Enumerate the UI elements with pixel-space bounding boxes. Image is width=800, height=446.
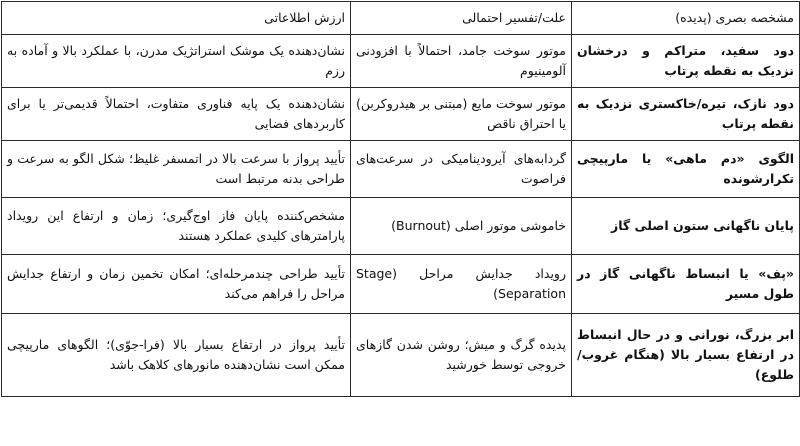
header-feature: مشخصه بصری (پدیده) — [572, 2, 800, 35]
table-row — [2, 255, 800, 314]
header-cause: علت/تفسیر احتمالی — [351, 2, 572, 35]
cell-cause: رویداد جدایش مراحل (Stage Separation) — [351, 255, 572, 314]
cell-value: تأیید طراحی چندمرحله‌ای؛ امکان تخمین زمان و ارتفاع جدایش مراحل را فراهم می‌کند — [2, 255, 351, 314]
cell-cause: گردابه‌های آیرودینامیکی در سرعت‌های فراصوت — [351, 141, 572, 198]
cell-cause: خاموشی موتور اصلی (Burnout) — [351, 198, 572, 255]
table-row — [2, 35, 800, 88]
visual-signatures-table — [1, 1, 800, 397]
table-row — [2, 88, 800, 141]
page — [0, 1, 800, 446]
cell-feature: الگوی «دم ماهی» یا مارپیچی تکرارشونده — [572, 141, 800, 198]
cell-cause: موتور سوخت مایع (مبتنی بر هیدروکربن) یا احتراق ناقص — [351, 88, 572, 141]
cell-cause: موتور سوخت جامد، احتمالاً با افزودنی آلومینیوم — [351, 35, 572, 88]
cell-value: نشان‌دهنده یک موشک استراتژیک مدرن، با عملکرد بالا و آماده به رزم — [2, 35, 351, 88]
cell-value: تأیید پرواز با سرعت بالا در اتمسفر غلیظ؛ شکل الگو به سرعت و طراحی بدنه مرتبط است — [2, 141, 351, 198]
cell-feature: دود سفید، متراکم و درخشان نزدیک به نقطه پرتاب — [572, 35, 800, 88]
table-row — [2, 198, 800, 255]
cell-value: تأیید پرواز در ارتفاع بسیار بالا (فرا-جوّی)؛ الگوهای مارپیچی ممکن است نشان‌دهنده مانورهای کلاهک باشد — [2, 314, 351, 397]
header-value: ارزش اطلاعاتی — [2, 2, 351, 35]
table-row — [2, 314, 800, 397]
cell-value: مشخص‌کننده پایان فاز اوج‌گیری؛ زمان و ارتفاع این رویداد پارامترهای کلیدی عملکرد هستند — [2, 198, 351, 255]
table-header-row — [2, 2, 800, 35]
cell-value: نشان‌دهنده یک پایه فناوری متفاوت، احتمالاً قدیمی‌تر یا برای کاربردهای فضایی — [2, 88, 351, 141]
cell-cause: پدیده گرگ و میش؛ روشن شدن گازهای خروجی توسط خورشید — [351, 314, 572, 397]
cell-feature: ابر بزرگ، نورانی و در حال انبساط در ارتفاع بسیار بالا (هنگام غروب/طلوع) — [572, 314, 800, 397]
cell-feature: «پف» یا انبساط ناگهانی گاز در طول مسیر — [572, 255, 800, 314]
table-row — [2, 141, 800, 198]
cell-feature: پایان ناگهانی ستون اصلی گاز — [572, 198, 800, 255]
cell-feature: دود نازک، تیره/خاکستری نزدیک به نقطه پرتاب — [572, 88, 800, 141]
